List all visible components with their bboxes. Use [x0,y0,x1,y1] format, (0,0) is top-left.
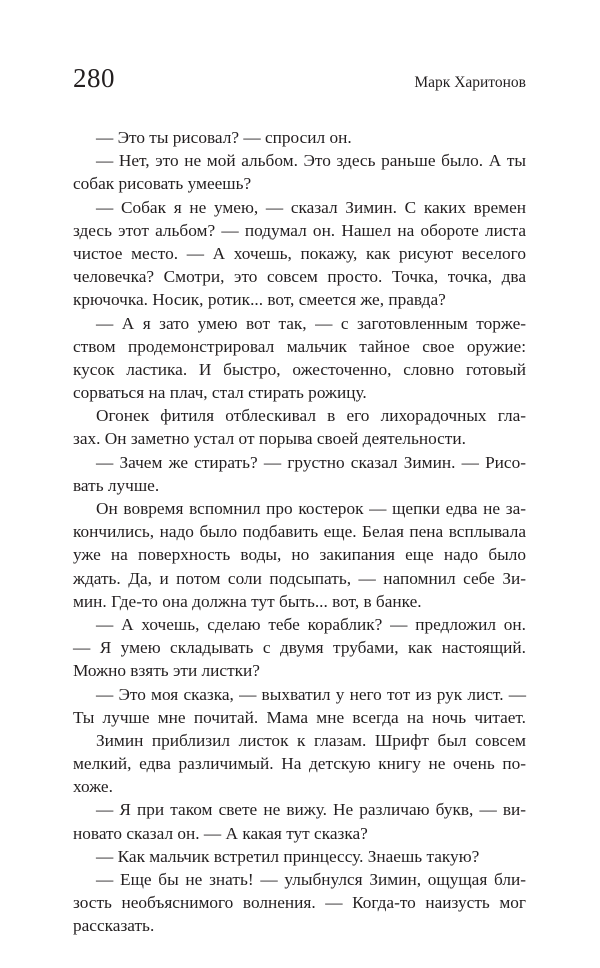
text-line: ством продемонстрировал мальчик тайное свое оружие: [73,336,526,356]
page-number: 280 [73,63,115,93]
text-line: рассказать. [73,916,155,936]
text-line: — Это моя сказка, — выхватил у него тот из рук лист. — [96,684,526,704]
running-head-author: Марк Харитонов [414,74,526,91]
text-line: уже на поверхность воды, но закипания еще надо было [73,545,526,565]
text-line: хоже. [73,777,113,797]
text-body [73,126,526,938]
text-line: ждать. Да, и потом соли подсыпать, — напомнил себе Зи- [73,568,526,588]
text-line: зость необъяснимого волнения. — Когда-то наизусть мог [73,893,526,913]
text-line: Можно взять эти листки? [73,661,260,681]
text-line: — Собак я не умею, — сказал Зимин. С каких времен [96,197,526,217]
text-line: кусок ластика. И быстро, ожесточенно, словно готовый [73,359,526,379]
text-line: Ты лучше мне почитай. Мама мне всегда на ночь читает. [73,707,526,727]
text-line: кончились, надо было подбавить еще. Белая пена всплывала [73,522,526,542]
text-line: — А я зато умею вот так, — с заготовленным торже- [96,313,526,333]
text-line: — Я при таком свете не вижу. Не различаю букв, — ви- [96,800,526,820]
text-line: чистое место. — А хочешь, покажу, как рисуют веселого [73,243,526,263]
text-line: — Я умею складывать с двумя трубами, как настоящий. [73,638,526,658]
text-line: — Нет, это не мой альбом. Это здесь раньше было. А ты [96,151,526,171]
text-line: Он вовремя вспомнил про костерок — щепки едва не за- [96,499,526,518]
text-line: мин. Где-то она должна тут быть... вот, в банке. [73,591,422,611]
text-line: здесь этот альбом? — подумал он. Нашел на обороте листа [73,220,526,240]
text-line: мелкий, едва различимый. На детскую книгу не очень по- [73,754,526,774]
text-line: новато сказал он. — А какая тут сказка? [73,823,368,843]
text-line: — Это ты рисовал? — спросил он. [96,128,352,147]
text-line: — А хочешь, сделаю тебе кораблик? — предложил он. [96,614,526,634]
text-line: Зимин приблизил листок к глазам. Шрифт был совсем [96,730,526,750]
text-line: вать лучше. [73,475,160,495]
text-line: зах. Он заметно устал от порыва своей деятельности. [73,429,466,449]
text-line: Огонек фитиля отблескивал в его лихорадочных гла- [96,406,526,426]
text-line: — Как мальчик встретил принцессу. Знаешь такую? [96,846,480,866]
text-line: крючочка. Носик, ротик... вот, смеется же, правда? [73,290,446,310]
text-line: человечка? Смотри, это совсем просто. Точка, точка, два [73,267,526,287]
text-line: сорваться на плач, стал стирать рожицу. [73,383,367,403]
text-line: — Зачем же стирать? — грустно сказал Зимин. — Рисо- [96,452,526,472]
text-line: — Еще бы не знать! — улыбнулся Зимин, ощущая бли- [96,870,526,889]
text-line: собак рисовать умеешь? [73,174,252,194]
